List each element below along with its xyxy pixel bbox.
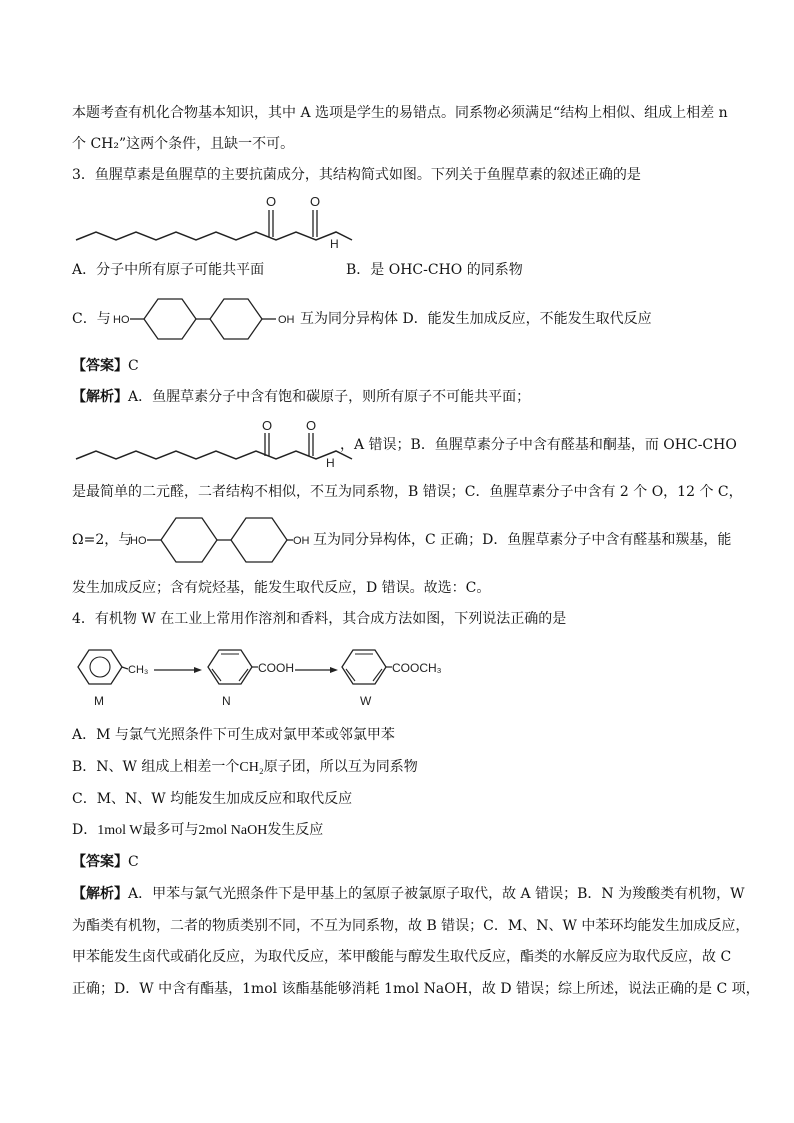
explanation-text: A．甲苯与氯气光照条件下是甲基上的氢原子被氯原子取代，故 A 错误；B．N 为羧酸类有机物，W [128,886,745,902]
q4-option-d-mid: 最多可与 [142,822,199,838]
compound-n-label: N [222,694,231,708]
q3-option-a: A．分子中所有原子可能共平面 [72,262,265,278]
compound-m-label: M [94,694,104,708]
ketone-oxygen-label: O [266,194,277,209]
answer-tag: 【答案】 [72,854,128,870]
q3-explanation-5: 发生加成反应；含有烷烃基，能发生取代反应，D 错误。故选：C。 [72,580,491,596]
methyl-group-label: CH₃ [128,664,149,676]
ketone-oxygen-label: O [262,420,273,433]
houttuynin-structure-2 [72,420,362,470]
explanation-text: A．鱼腥草素分子中含有饱和碳原子，则所有原子不可能共平面； [128,389,531,405]
q3-answer [72,356,139,376]
q3-explanation-3: 是最简单的二元醛，二者结构不相似，不互为同系物，B 错误；C．鱼腥草素分子中含有 2 个 O，12 个 C， [72,484,743,500]
diol-ho-label: HO [113,314,130,326]
q4-option-b-prefix: B．N、W 组成上相差一个 [72,759,240,775]
q4-option-b [72,757,418,778]
explanation-tag: 【解析】 [72,886,128,902]
explanation-tag: 【解析】 [72,389,128,405]
q4-stem: 4．有机物 W 在工业上常用作溶剂和香料，其合成方法如图，下列说法正确的是 [72,611,567,627]
aldehyde-hydrogen-label: H [330,237,339,251]
carboxyl-group-label: COOH [258,661,294,675]
diol-oh-label: OH [293,535,310,547]
aldehyde-hydrogen-label: H [326,456,335,470]
aldehyde-oxygen-label: O [306,420,317,433]
mol-w: 1mol W [97,823,143,838]
answer-value: C [128,358,139,374]
houttuynin-structure-1 [72,193,362,253]
answer-value: C [128,854,139,870]
q4-option-b-suffix: 原子团，所以互为同系物 [263,759,418,775]
bicyclohexyl-diol-structure-2 [127,515,317,565]
q3-option-b: B．是 OHC-CHO 的同系物 [346,262,523,278]
q4-option-d-suffix: 发生反应 [267,822,324,838]
q3-explanation-4: 互为同分异构体，C 正确；D．鱼腥草素分子中含有醛基和羰基，能 [313,532,732,548]
q4-explanation-2: 为酯类有机物，二者的物质类别不同，不互为同系物，故 B 错误；C．M、N、W 中苯环均能发生加成反应， [72,918,750,934]
q4-explanation-3: 甲苯能发生卤代或硝化反应，为取代反应，苯甲酸能与醇发生取代反应，酯类的水解反应为取代反应，故 C [72,949,732,965]
q4-option-d [72,820,323,841]
q3-explanation-1 [72,387,530,407]
q3-option-c-d: 互为同分异构体 D．能发生加成反应，不能发生取代反应 [300,311,652,327]
intro-line-2: 个 CH₂”这两个条件，且缺一不可。 [72,136,295,152]
q3-explanation-4-prefix: Ω=2，与 [72,532,133,548]
q4-explanation-1 [72,884,745,904]
q4-option-a: A．M 与氯气光照条件下可生成对氯甲苯或邻氯甲苯 [72,727,395,743]
q4-answer [72,852,139,872]
answer-tag: 【答案】 [72,358,128,374]
aldehyde-oxygen-label: O [310,194,321,209]
mol-naoh: 2mol NaOH [198,823,268,838]
compound-w-label: W [360,694,372,708]
bicyclohexyl-diol-structure-1 [110,296,300,342]
q3-explanation-2: ，A 错误；B．鱼腥草素分子中含有醛基和酮基，而 OHC-CHO [340,437,737,453]
synthesis-scheme [72,643,462,715]
intro-line-1: 本题考查有机化合物基本知识，其中 A 选项是学生的易错点。同系物必须满足“结构上相似、组成上相差 n [72,105,728,121]
ch2-formula: CH₂ [239,760,264,775]
diol-ho-label: HO [130,535,147,547]
q3-stem: 3．鱼腥草素是鱼腥草的主要抗菌成分，其结构简式如图。下列关于鱼腥草素的叙述正确的是 [72,167,641,183]
diol-oh-label: OH [278,314,295,326]
q4-explanation-4: 正确；D．W 中含有酯基，1mol 该酯基能够消耗 1mol NaOH，故 D 错误；综上所述，说法正确的是 C 项， [72,981,760,997]
q3-option-c-prefix: C．与 [72,311,111,327]
ester-group-label: COOCH₃ [392,661,442,675]
q4-option-d-prefix: D． [72,822,98,838]
q4-option-c: C．M、N、W 均能发生加成反应和取代反应 [72,791,353,807]
